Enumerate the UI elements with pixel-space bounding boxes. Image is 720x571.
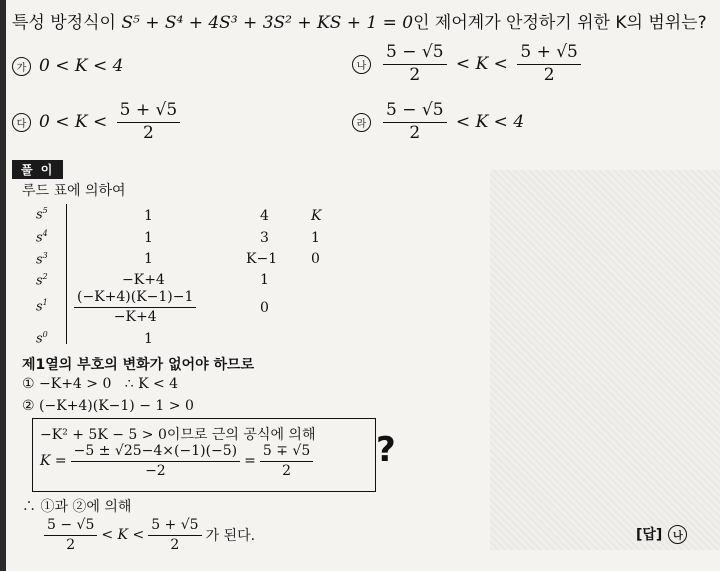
solution-intro: 루드 표에 의하여 (22, 183, 126, 199)
routh-label-s1: $s^1$ (36, 298, 48, 315)
routh-cell: 0 (311, 251, 320, 267)
routh-cell: 3 (260, 230, 269, 246)
option-na-mid: < K < (450, 54, 514, 75)
option-da[interactable] (12, 102, 184, 143)
option-mark-ra: 라 (352, 113, 371, 132)
routh-cell: K (311, 208, 322, 224)
box-den: −2 (145, 462, 166, 479)
question-mark-annotation: ? (376, 430, 396, 470)
option-mark-ga: 가 (12, 57, 31, 76)
routh-cell: 1 (144, 251, 153, 267)
option-ga-text: 0 < K < 4 (39, 56, 124, 76)
scan-edge (0, 0, 6, 571)
routh-cell: −K+4 (122, 272, 165, 288)
option-mark-na: 나 (352, 55, 371, 74)
routh-label-s3: $s^3$ (36, 251, 48, 268)
question-text (12, 8, 707, 33)
condition-heading: 제1열의 부호의 변화가 없어야 하므로 (22, 357, 255, 373)
option-ra[interactable] (352, 102, 524, 143)
routh-cell: 1 (144, 208, 153, 224)
box-eq: = (244, 453, 256, 470)
routh-label-s2: $s^2$ (36, 272, 48, 289)
question-lead: 특성 방정식이 (12, 13, 122, 33)
routh-label-s0: $s^0$ (36, 330, 48, 347)
answer (636, 524, 687, 544)
option-da-right-num: 5 + √5 (117, 102, 181, 123)
question-equation: S⁵ + S⁴ + 4S³ + 3S² + KS + 1 = 0 (121, 13, 414, 33)
option-na[interactable] (352, 44, 585, 85)
final-right-num: 5 + √5 (148, 518, 201, 536)
final-tail: 가 된다. (205, 528, 256, 545)
routh-cell: K−1 (246, 251, 278, 267)
final-right-den: 2 (170, 536, 180, 553)
routh-cell: 1 (311, 230, 320, 246)
solution-badge: 풀 이 (12, 160, 63, 179)
answer-mark: 나 (668, 525, 687, 544)
box-k: K = (40, 453, 67, 470)
option-da-pre: 0 < K < (39, 112, 113, 133)
box-num: −5 ± √25−4×(−1)(−5) (71, 444, 241, 462)
option-na-left-den: 2 (409, 64, 421, 85)
routh-divider (66, 204, 67, 344)
option-ga[interactable] (12, 56, 123, 76)
answer-label: [답] (636, 527, 663, 543)
final-left-num: 5 − √5 (44, 518, 97, 536)
routh-cell: 0 (260, 300, 269, 316)
option-da-right-den: 2 (142, 122, 154, 143)
option-na-right-num: 5 + √5 (517, 44, 581, 65)
final-result (40, 518, 255, 552)
scan-noise (490, 170, 720, 550)
therefore-line: ∴ ①과 ②에 의해 (22, 499, 132, 515)
box-line-1: −K² + 5K − 5 > 0이므로 근의 공식에 의해 (40, 427, 316, 443)
option-na-left-num: 5 − √5 (383, 44, 447, 65)
option-ra-left-den: 2 (409, 122, 421, 143)
step-2: ② (−K+4)(K−1) − 1 > 0 (22, 398, 194, 414)
option-ra-left-num: 5 − √5 (383, 102, 447, 123)
routh-s1-fraction (74, 290, 196, 324)
box-num2: 5 ∓ √5 (260, 444, 313, 462)
final-left-den: 2 (66, 536, 76, 553)
routh-cell: 1 (260, 272, 269, 288)
routh-label-s5: $s^5$ (36, 206, 48, 223)
routh-cell: 4 (260, 208, 269, 224)
box-formula (40, 444, 317, 478)
routh-s1-num: (−K+4)(K−1)−1 (74, 290, 196, 308)
question-tail: 인 제어계가 안정하기 위한 K의 범위는? (413, 13, 707, 33)
final-mid: < K < (101, 527, 145, 544)
routh-cell: 1 (144, 331, 153, 347)
box-den2: 2 (282, 462, 292, 479)
step-1: ① −K+4 > 0 ∴ K < 4 (22, 376, 179, 392)
routh-s1-den: −K+4 (113, 308, 157, 325)
routh-label-s4: $s^4$ (36, 229, 48, 246)
option-na-right-den: 2 (543, 64, 555, 85)
option-ra-post: < K < 4 (450, 112, 525, 133)
option-mark-da: 다 (12, 113, 31, 132)
routh-cell: 1 (144, 230, 153, 246)
